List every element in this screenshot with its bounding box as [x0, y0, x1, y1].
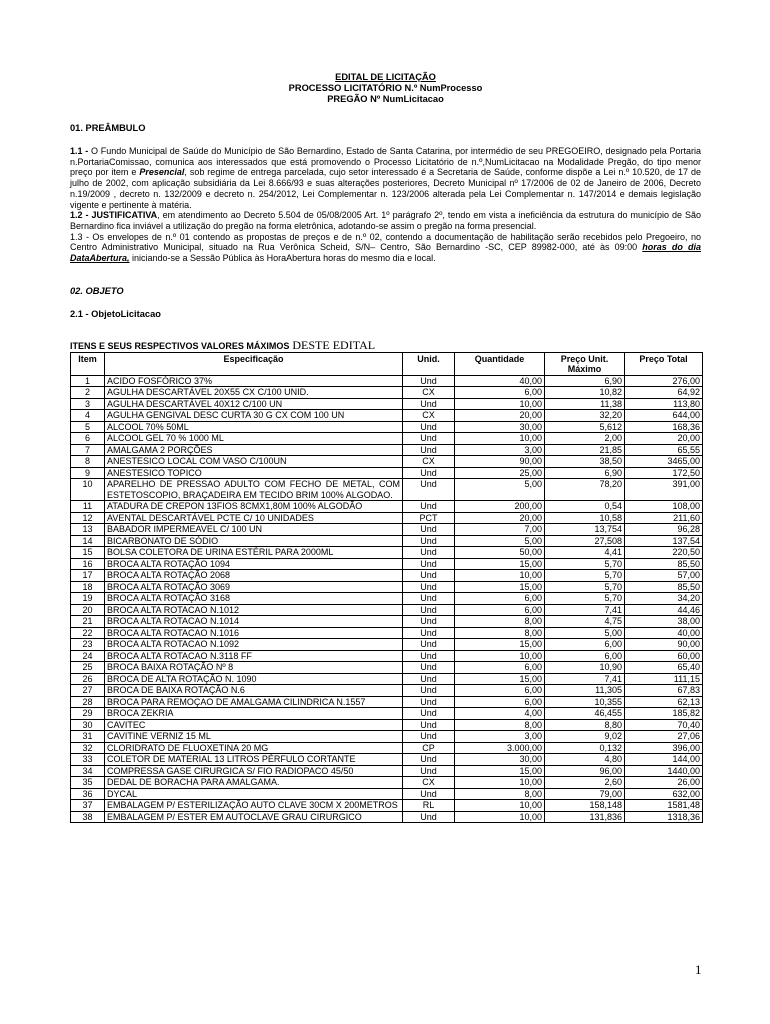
column-quantidade-cell: 8,00	[455, 616, 545, 628]
column-item-cell: 8	[71, 456, 105, 468]
column-especificacao-cell: BROCA ALTA ROTACAO N.3118 FF	[105, 650, 403, 662]
column-quantidade-cell: 3.000,00	[455, 742, 545, 754]
table-row	[71, 535, 703, 547]
items-table	[70, 352, 703, 824]
page-number: 1	[695, 962, 702, 977]
column-preco-total-cell: 172,50	[625, 467, 703, 479]
column-preco-total-cell: 144,00	[625, 754, 703, 766]
column-item-cell: 18	[71, 581, 105, 593]
column-unid-cell: Und	[403, 627, 455, 639]
table-row	[71, 398, 703, 410]
column-preco-unit-cell: 78,20	[545, 479, 625, 501]
column-preco-total-cell: 57,00	[625, 570, 703, 582]
column-quantidade-cell: 8,00	[455, 788, 545, 800]
column-item-cell: 7	[71, 444, 105, 456]
paragraph-1-1-emphasis: Presencial	[139, 167, 185, 178]
table-row	[71, 742, 703, 754]
column-item-cell: 30	[71, 719, 105, 731]
column-item-cell: 32	[71, 742, 105, 754]
column-unid-cell: Und	[403, 558, 455, 570]
column-preco-total-cell: 644,00	[625, 410, 703, 422]
column-preco-unit-cell: 11,38	[545, 398, 625, 410]
column-preco-total-cell: 27,06	[625, 731, 703, 743]
table-row	[71, 685, 703, 697]
column-preco-unit-cell: 5,70	[545, 581, 625, 593]
column-item-cell: 34	[71, 765, 105, 777]
column-especificacao-cell: AGULHA DESCARTÁVEL 40X12 C/100 UN	[105, 398, 403, 410]
column-preco-total-cell: 65,55	[625, 444, 703, 456]
column-preco-unit-cell: 10,355	[545, 696, 625, 708]
table-row	[71, 581, 703, 593]
table-row	[71, 754, 703, 766]
column-preco-total-cell: 1581,48	[625, 800, 703, 812]
paragraph-1-3-text-c: iniciando-se a Sessão Pública às HoraAbertura horas do mesmo dia e local.	[129, 253, 436, 264]
process-number: PROCESSO LICITATÓRIO N.º NumProcesso	[288, 83, 483, 93]
column-quantidade-cell: 5,00	[455, 535, 545, 547]
column-item-cell: 5	[71, 421, 105, 433]
column-especificacao-cell: BROCA ALTA ROTAÇÃO 2068	[105, 570, 403, 582]
column-item-cell: 3	[71, 398, 105, 410]
table-row	[71, 410, 703, 422]
column-preco-unit-cell: 5,00	[545, 627, 625, 639]
column-unid-cell: Und	[403, 811, 455, 823]
column-preco-unit-cell: 6,90	[545, 467, 625, 479]
column-quantidade-cell: 10,00	[455, 777, 545, 789]
table-row	[71, 673, 703, 685]
column-item-cell: 28	[71, 696, 105, 708]
column-preco-unit-cell: 158,148	[545, 800, 625, 812]
column-unid-cell: Und	[403, 375, 455, 387]
column-unid-cell: CX	[403, 410, 455, 422]
column-quantidade-cell: 20,00	[455, 512, 545, 524]
column-especificacao-cell: ACIDO FOSFÓRICO 37%	[105, 375, 403, 387]
column-item-cell: 27	[71, 685, 105, 697]
column-especificacao-cell: ALCOOL GEL 70 % 1000 ML	[105, 433, 403, 445]
column-preco-total-cell: 85,50	[625, 581, 703, 593]
table-row	[71, 421, 703, 433]
document-page	[70, 72, 701, 823]
column-preco-unit-cell: 6,90	[545, 375, 625, 387]
column-item-cell: 37	[71, 800, 105, 812]
column-quantidade-cell: 6,00	[455, 696, 545, 708]
column-especificacao-cell: CAVITEC	[105, 719, 403, 731]
items-title-bold: ITENS E SEUS RESPECTIVOS VALORES MÁXIMOS	[70, 340, 290, 351]
table-row	[71, 570, 703, 582]
table-row	[71, 765, 703, 777]
column-quantidade-cell: 20,00	[455, 410, 545, 422]
column-quantidade-cell: 6,00	[455, 662, 545, 674]
column-preco-total-cell: 64,92	[625, 387, 703, 399]
column-unid-cell: Und	[403, 570, 455, 582]
column-quantidade-cell: 5,00	[455, 479, 545, 501]
paragraph-1-3	[70, 232, 701, 264]
column-preco-total-header: Preço Total	[625, 352, 703, 375]
table-row	[71, 627, 703, 639]
column-item-cell: 35	[71, 777, 105, 789]
column-unid-header: Unid.	[403, 352, 455, 375]
column-especificacao-cell: BICARBONATO DE SÓDIO	[105, 535, 403, 547]
column-preco-total-cell: 3465,00	[625, 456, 703, 468]
column-preco-unit-cell: 21,85	[545, 444, 625, 456]
table-row	[71, 375, 703, 387]
column-especificacao-cell: BROCA DE BAIXA ROTAÇÃO N.6	[105, 685, 403, 697]
column-especificacao-cell: ATADURA DE CREPON 13FIOS 8CMX1,80M 100% ALGODÃO	[105, 501, 403, 513]
column-unid-cell: Und	[403, 650, 455, 662]
column-unid-cell: Und	[403, 467, 455, 479]
column-preco-unit-cell: 2,00	[545, 433, 625, 445]
column-preco-total-cell: 276,00	[625, 375, 703, 387]
column-item-cell: 10	[71, 479, 105, 501]
column-especificacao-cell: APARELHO DE PRESSAO ADULTO COM FECHO DE METAL, COM ESTETOSCOPIO, BRAÇADEIRA EM TECIDO BRIM 100% ALGODAO.	[105, 479, 403, 501]
column-unid-cell: Und	[403, 731, 455, 743]
column-quantidade-cell: 3,00	[455, 731, 545, 743]
column-preco-total-cell: 70,40	[625, 719, 703, 731]
column-unid-cell: Und	[403, 444, 455, 456]
table-row	[71, 512, 703, 524]
items-table-body	[71, 375, 703, 823]
table-row	[71, 479, 703, 501]
paragraph-1-2-text: , em atendimento ao Decreto 5.504 de 05/08/2005 Art. 1º parágrafo 2º, tendo em vista a ineficiência da estrutura do município de São Bernardino fica inviável a utilização do pregão na forma eletrônica, adotando-se assim o pregão na forma presencial.	[70, 210, 701, 231]
column-preco-total-cell: 20,00	[625, 433, 703, 445]
column-unid-cell: Und	[403, 754, 455, 766]
column-especificacao-cell: DEDAL DE BORACHA PARA AMALGAMA.	[105, 777, 403, 789]
column-preco-unit-cell: 4,75	[545, 616, 625, 628]
column-preco-unit-cell: 9,02	[545, 731, 625, 743]
column-preco-total-cell: 62,13	[625, 696, 703, 708]
column-unid-cell: CX	[403, 387, 455, 399]
column-quantidade-header: Quantidade	[455, 352, 545, 375]
column-item-cell: 9	[71, 467, 105, 479]
column-item-cell: 21	[71, 616, 105, 628]
column-unid-cell: Und	[403, 662, 455, 674]
column-preco-total-cell: 60,00	[625, 650, 703, 662]
table-row	[71, 731, 703, 743]
column-especificacao-cell: AMALGAMA 2 PORÇÕES	[105, 444, 403, 456]
column-preco-total-cell: 396,00	[625, 742, 703, 754]
column-item-cell: 33	[71, 754, 105, 766]
column-item-cell: 38	[71, 811, 105, 823]
column-especificacao-cell: CAVITINE VERNIZ 15 ML	[105, 731, 403, 743]
column-unid-cell: PCT	[403, 512, 455, 524]
column-preco-unit-cell: 5,612	[545, 421, 625, 433]
column-especificacao-cell: BROCA ALTA ROTACAO N.1012	[105, 604, 403, 616]
column-unid-cell: Und	[403, 696, 455, 708]
column-preco-unit-cell: 131,836	[545, 811, 625, 823]
column-item-cell: 11	[71, 501, 105, 513]
column-unid-cell: Und	[403, 788, 455, 800]
column-unid-cell: Und	[403, 765, 455, 777]
table-row	[71, 616, 703, 628]
objeto-subheading: 2.1 - ObjetoLicitacao	[70, 308, 161, 319]
pregao-number: PREGÃO Nº NumLicitacao	[327, 94, 444, 104]
items-title-serif: DESTE EDITAL	[289, 337, 376, 352]
document-header	[70, 72, 701, 105]
column-unid-cell: Und	[403, 501, 455, 513]
column-quantidade-cell: 30,00	[455, 421, 545, 433]
column-quantidade-cell: 4,00	[455, 708, 545, 720]
column-item-cell: 4	[71, 410, 105, 422]
column-preco-total-cell: 632,00	[625, 788, 703, 800]
column-unid-cell: Und	[403, 398, 455, 410]
column-unid-cell: Und	[403, 708, 455, 720]
column-unid-cell: Und	[403, 639, 455, 651]
column-preco-unit-cell: 7,41	[545, 604, 625, 616]
column-especificacao-cell: BROCA ALTA ROTACAO N.1092	[105, 639, 403, 651]
table-row	[71, 708, 703, 720]
column-item-cell: 20	[71, 604, 105, 616]
column-quantidade-cell: 10,00	[455, 398, 545, 410]
column-item-cell: 23	[71, 639, 105, 651]
column-preco-total-cell: 26,00	[625, 777, 703, 789]
column-unid-cell: CP	[403, 742, 455, 754]
column-especificacao-header: Especificação	[105, 352, 403, 375]
preambulo-heading: 01. PREÂMBULO	[70, 123, 146, 133]
column-preco-unit-cell: 6,00	[545, 650, 625, 662]
column-quantidade-cell: 10,00	[455, 800, 545, 812]
column-preco-total-cell: 90,00	[625, 639, 703, 651]
column-especificacao-cell: BROCA ALTA ROTACAO N.1016	[105, 627, 403, 639]
column-preco-total-cell: 185,82	[625, 708, 703, 720]
column-preco-total-cell: 44,46	[625, 604, 703, 616]
column-preco-total-cell: 1440,00	[625, 765, 703, 777]
items-table-header	[71, 352, 703, 375]
column-item-cell: 25	[71, 662, 105, 674]
column-preco-total-cell: 40,00	[625, 627, 703, 639]
column-especificacao-cell: BROCA ALTA ROTAÇÃO 3168	[105, 593, 403, 605]
table-row	[71, 788, 703, 800]
column-especificacao-cell: DYCAL	[105, 788, 403, 800]
column-especificacao-cell: AVENTAL DESCARTÁVEL PCTE C/ 10 UNIDADES	[105, 512, 403, 524]
paragraph-1-3-date: horas do dia DataAbertura,	[70, 242, 701, 264]
column-preco-unit-cell: 0,132	[545, 742, 625, 754]
table-row	[71, 593, 703, 605]
column-especificacao-cell: BROCA BAIXA ROTAÇÃO Nº 8	[105, 662, 403, 674]
column-item-cell: 22	[71, 627, 105, 639]
column-unid-cell: Und	[403, 524, 455, 536]
column-especificacao-cell: ANESTESICO TOPICO	[105, 467, 403, 479]
column-quantidade-cell: 25,00	[455, 467, 545, 479]
column-unid-cell: Und	[403, 421, 455, 433]
column-quantidade-cell: 15,00	[455, 558, 545, 570]
column-item-cell: 2	[71, 387, 105, 399]
column-item-cell: 36	[71, 788, 105, 800]
table-row	[71, 433, 703, 445]
paragraph-1-1-number: 1.1 -	[70, 146, 89, 156]
column-especificacao-cell: COLETOR DE MATERIAL 13 LITROS PÉRFULO CORTANTE	[105, 754, 403, 766]
column-quantidade-cell: 6,00	[455, 685, 545, 697]
column-especificacao-cell: AGULHA DESCARTÁVEL 20X55 CX C/100 UNID.	[105, 387, 403, 399]
column-preco-total-cell: 211,60	[625, 512, 703, 524]
column-especificacao-cell: EMBALAGEM P/ ESTERILIZAÇÃO AUTO CLAVE 30CM X 200METROS	[105, 800, 403, 812]
column-especificacao-cell: BROCA DE ALTA ROTAÇÃO N. 1090	[105, 673, 403, 685]
column-especificacao-cell: BROCA ZEKRIA	[105, 708, 403, 720]
column-preco-total-cell: 96,28	[625, 524, 703, 536]
column-unid-cell: Und	[403, 616, 455, 628]
column-preco-unit-cell: 4,41	[545, 547, 625, 559]
column-item-cell: 24	[71, 650, 105, 662]
column-preco-unit-cell: 2,60	[545, 777, 625, 789]
column-preco-unit-cell: 8,80	[545, 719, 625, 731]
column-unid-cell: Und	[403, 685, 455, 697]
column-preco-unit-header: Preço Unit. Máximo	[545, 352, 625, 375]
column-preco-total-cell: 67,83	[625, 685, 703, 697]
column-unid-cell: Und	[403, 581, 455, 593]
column-item-cell: 6	[71, 433, 105, 445]
column-item-cell: 29	[71, 708, 105, 720]
column-unid-cell: Und	[403, 719, 455, 731]
column-quantidade-cell: 10,00	[455, 433, 545, 445]
column-preco-total-cell: 65,40	[625, 662, 703, 674]
column-item-cell: 14	[71, 535, 105, 547]
column-preco-unit-cell: 11,305	[545, 685, 625, 697]
column-quantidade-cell: 10,00	[455, 570, 545, 582]
column-especificacao-cell: BROCA ALTA ROTAÇÃO 1094	[105, 558, 403, 570]
paragraph-1-1-text-c: , sob regime de entrega parcelada, cujo setor interessado é a Secretaria de Saúde, conforme dispõe a Lei n.º 10.520, de 17 de julho de 2002, com aplicação subsidiária da Lei 8.666/93 e suas alterações posteriores, Decreto Municipal nº 17/2006 de 02 de Janeiro de 2006, Decreto n.19/2009 , decreto n. 132/2009 e decreto n. 254/2012, Lei Complementar n. 123/2006 alterada pela Lei Complementar n. 147/2014 e demais legislação vigente e pertinente à matéria.	[70, 167, 702, 210]
column-preco-total-cell: 108,00	[625, 501, 703, 513]
column-preco-total-cell: 220,50	[625, 547, 703, 559]
column-quantidade-cell: 6,00	[455, 604, 545, 616]
column-preco-unit-cell: 79,00	[545, 788, 625, 800]
column-quantidade-cell: 15,00	[455, 673, 545, 685]
column-especificacao-cell: COMPRESSA GASE CIRURGICA S/ FIO RADIOPACO 45/50	[105, 765, 403, 777]
column-quantidade-cell: 200,00	[455, 501, 545, 513]
table-row	[71, 524, 703, 536]
column-especificacao-cell: BABADOR IMPERMEAVEL C/ 100 UN	[105, 524, 403, 536]
column-item-cell: 16	[71, 558, 105, 570]
table-row	[71, 662, 703, 674]
column-preco-unit-cell: 27,508	[545, 535, 625, 547]
column-preco-unit-cell: 0,54	[545, 501, 625, 513]
column-quantidade-cell: 10,00	[455, 650, 545, 662]
column-quantidade-cell: 3,00	[455, 444, 545, 456]
column-preco-unit-cell: 6,00	[545, 639, 625, 651]
column-preco-total-cell: 38,00	[625, 616, 703, 628]
column-quantidade-cell: 90,00	[455, 456, 545, 468]
column-item-cell: 31	[71, 731, 105, 743]
paragraph-1-3-text-a: 1.3 - Os envelopes de n.º 01 contendo as propostas de preços e de n.º 02, contendo a documentação de habilitação serão recebidos pelo Pregoeiro, no Centro Administrativo Municipal, situado na Rua Verônica Scheid, S/N– Centro, São Bernardino -SC, CEP 89982-000, até às 09:00	[70, 231, 701, 253]
column-item-header: Item	[71, 352, 105, 375]
column-especificacao-cell: CLORIDRATO DE FLUOXETINA 20 MG	[105, 742, 403, 754]
column-preco-total-cell: 34,20	[625, 593, 703, 605]
table-row	[71, 604, 703, 616]
table-row	[71, 811, 703, 823]
column-item-cell: 17	[71, 570, 105, 582]
table-row	[71, 719, 703, 731]
column-unid-cell: Und	[403, 604, 455, 616]
column-preco-unit-cell: 10,90	[545, 662, 625, 674]
column-preco-total-cell: 137,54	[625, 535, 703, 547]
table-row	[71, 800, 703, 812]
table-row	[71, 456, 703, 468]
column-especificacao-cell: BOLSA COLETORA DE URINA ESTÉRIL PARA 2000ML	[105, 547, 403, 559]
table-row	[71, 777, 703, 789]
table-row	[71, 696, 703, 708]
column-preco-unit-cell: 5,70	[545, 570, 625, 582]
table-row	[71, 501, 703, 513]
column-preco-total-cell: 168,36	[625, 421, 703, 433]
objeto-heading: 02. OBJETO	[70, 285, 124, 296]
column-quantidade-cell: 8,00	[455, 719, 545, 731]
items-title	[70, 339, 701, 352]
table-row	[71, 547, 703, 559]
column-especificacao-cell: ALCOOL 70% 50ML	[105, 421, 403, 433]
column-unid-cell: Und	[403, 479, 455, 501]
column-unid-cell: Und	[403, 673, 455, 685]
column-preco-total-cell: 85,50	[625, 558, 703, 570]
column-quantidade-cell: 40,00	[455, 375, 545, 387]
document-title: EDITAL DE LICITAÇÃO	[335, 72, 436, 82]
column-preco-unit-cell: 96,00	[545, 765, 625, 777]
paragraph-1-1-text-a: O Fundo Municipal de Saúde do Município de São Bernardino, Estado de Santa Catarina, por intermédio de seu PREGOEIRO, designado pela Portaria n.PortariaComissao, comunica aos interessados que está promovendo o Processo Licitatório de n.º,NumLicitacao na Modalidade Pregão, do tipo menor preço por item e	[70, 146, 702, 178]
column-quantidade-cell: 30,00	[455, 754, 545, 766]
column-quantidade-cell: 6,00	[455, 593, 545, 605]
column-unid-cell: CX	[403, 777, 455, 789]
column-unid-cell: Und	[403, 547, 455, 559]
column-especificacao-cell: EMBALAGEM P/ ESTER EM AUTOCLAVE GRAU CIRURGICO	[105, 811, 403, 823]
column-especificacao-cell: BROCA ALTA ROTAÇÃO 3069	[105, 581, 403, 593]
column-preco-unit-cell: 5,70	[545, 558, 625, 570]
column-item-cell: 15	[71, 547, 105, 559]
table-row	[71, 558, 703, 570]
column-item-cell: 12	[71, 512, 105, 524]
column-item-cell: 1	[71, 375, 105, 387]
column-quantidade-cell: 15,00	[455, 581, 545, 593]
table-row	[71, 467, 703, 479]
column-especificacao-cell: ANESTESICO LOCAL COM VASO C/100UN	[105, 456, 403, 468]
column-especificacao-cell: BROCA PARA REMOÇAO DE AMALGAMA CILINDRICA N.1557	[105, 696, 403, 708]
column-quantidade-cell: 15,00	[455, 639, 545, 651]
column-unid-cell: CX	[403, 456, 455, 468]
table-row	[71, 444, 703, 456]
column-preco-total-cell: 113,80	[625, 398, 703, 410]
paragraph-1-2-number: 1.2 - JUSTIFICATIVA	[70, 210, 158, 221]
column-preco-unit-cell: 5,70	[545, 593, 625, 605]
column-preco-unit-cell: 4,80	[545, 754, 625, 766]
column-quantidade-cell: 8,00	[455, 627, 545, 639]
column-preco-total-cell: 111,15	[625, 673, 703, 685]
column-preco-unit-cell: 10,58	[545, 512, 625, 524]
column-preco-unit-cell: 7,41	[545, 673, 625, 685]
column-unid-cell: Und	[403, 593, 455, 605]
paragraph-1-2	[70, 210, 701, 231]
column-especificacao-cell: BROCA ALTA ROTACAO N.1014	[105, 616, 403, 628]
column-unid-cell: Und	[403, 535, 455, 547]
column-preco-unit-cell: 46,455	[545, 708, 625, 720]
column-especificacao-cell: AGULHA GENGIVAL DESC CURTA 30 G CX COM 100 UN	[105, 410, 403, 422]
column-item-cell: 26	[71, 673, 105, 685]
column-preco-total-cell: 391,00	[625, 479, 703, 501]
column-unid-cell: Und	[403, 433, 455, 445]
table-row	[71, 387, 703, 399]
column-item-cell: 19	[71, 593, 105, 605]
column-quantidade-cell: 15,00	[455, 765, 545, 777]
column-preco-unit-cell: 38,50	[545, 456, 625, 468]
column-quantidade-cell: 10,00	[455, 811, 545, 823]
column-preco-unit-cell: 32,20	[545, 410, 625, 422]
column-preco-total-cell: 1318,36	[625, 811, 703, 823]
column-quantidade-cell: 7,00	[455, 524, 545, 536]
table-row	[71, 650, 703, 662]
column-unid-cell: RL	[403, 800, 455, 812]
table-row	[71, 639, 703, 651]
column-quantidade-cell: 6,00	[455, 387, 545, 399]
column-preco-unit-cell: 10,82	[545, 387, 625, 399]
paragraph-1-1	[70, 146, 701, 210]
column-item-cell: 13	[71, 524, 105, 536]
column-quantidade-cell: 50,00	[455, 547, 545, 559]
column-preco-unit-cell: 13,754	[545, 524, 625, 536]
